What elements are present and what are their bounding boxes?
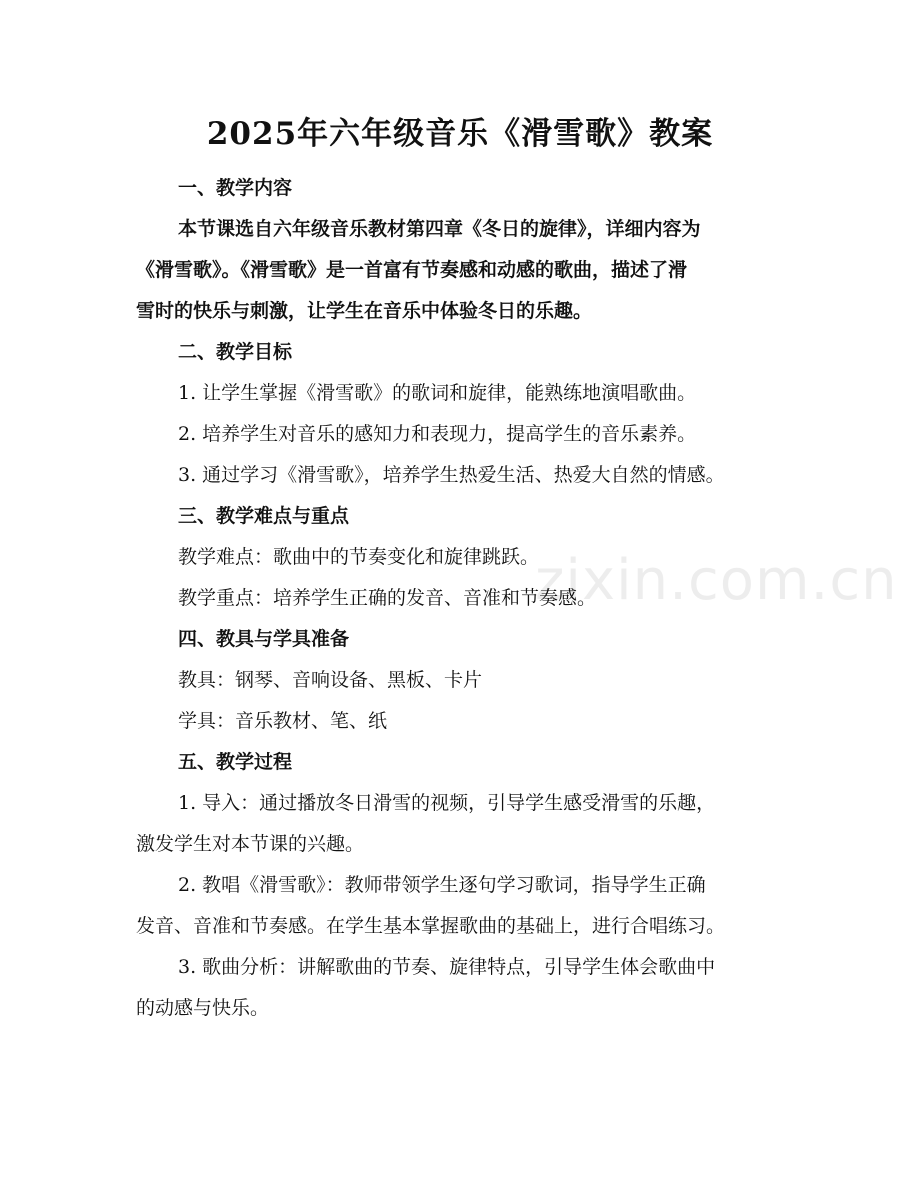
watermark: zixin.com.cn: [535, 548, 898, 613]
teacher-tools-line: 教具：钢琴、音响设备、黑板、卡片: [178, 669, 483, 691]
difficulty-line: 教学难点：歌曲中的节奏变化和旋律跳跃。: [178, 546, 540, 568]
section-heading-key-points: 三、教学难点与重点: [178, 505, 350, 527]
section-heading-objectives: 二、教学目标: [178, 341, 293, 363]
process-step-line: 1. 导入：通过播放冬日滑雪的视频，引导学生感受滑雪的乐趣，: [178, 792, 716, 814]
student-tools-line: 学具：音乐教材、笔、纸: [178, 710, 388, 732]
content-paragraph-line: 《滑雪歌》。《滑雪歌》是一首富有节奏感和动感的歌曲，描述了滑: [136, 259, 688, 281]
process-step-line: 发音、音准和节奏感。在学生基本掌握歌曲的基础上，进行合唱练习。: [136, 915, 726, 937]
page-title: 2025年六年级音乐《滑雪歌》教案: [206, 116, 714, 152]
objective-item: 1. 让学生掌握《滑雪歌》的歌词和旋律，能熟练地演唱歌曲。: [178, 382, 697, 404]
process-step-line: 激发学生对本节课的兴趣。: [136, 833, 365, 855]
focus-line: 教学重点：培养学生正确的发音、音准和节奏感。: [178, 587, 597, 609]
process-step-line: 的动感与快乐。: [136, 997, 270, 1019]
objective-item: 3. 通过学习《滑雪歌》，培养学生热爱生活、热爱大自然的情感。: [178, 464, 725, 486]
content-paragraph-line: 雪时的快乐与刺激，让学生在音乐中体验冬日的乐趣。: [136, 300, 593, 322]
section-heading-content: 一、教学内容: [178, 177, 293, 199]
section-heading-materials: 四、教具与学具准备: [178, 628, 350, 650]
process-step-line: 3. 歌曲分析：讲解歌曲的节奏、旋律特点，引导学生体会歌曲中: [178, 956, 716, 978]
objective-item: 2. 培养学生对音乐的感知力和表现力，提高学生的音乐素养。: [178, 423, 697, 445]
content-paragraph-line: 本节课选自六年级音乐教材第四章《冬日的旋律》，详细内容为: [178, 218, 701, 240]
section-heading-process: 五、教学过程: [178, 751, 293, 773]
process-step-line: 2. 教唱《滑雪歌》：教师带领学生逐句学习歌词，指导学生正确: [178, 874, 706, 896]
